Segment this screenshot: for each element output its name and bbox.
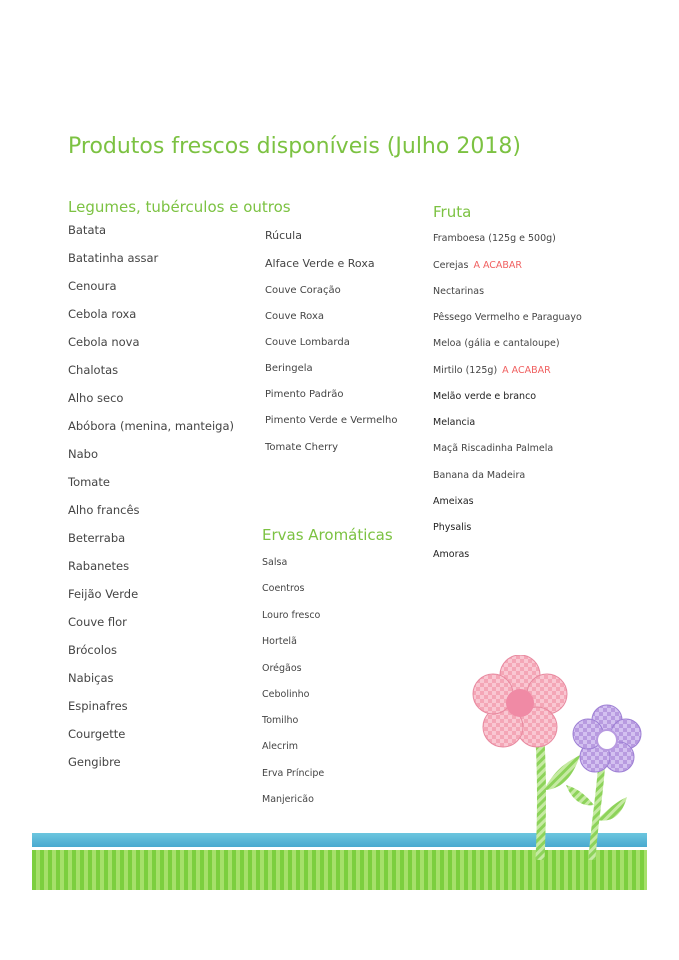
list-item: Chalotas xyxy=(68,363,119,377)
purple-flower-stem xyxy=(592,760,602,860)
list-item: Feijão Verde xyxy=(68,587,139,601)
list-item: Couve Coração xyxy=(265,285,341,296)
list-item: Batata xyxy=(68,223,107,237)
list-item: Couve flor xyxy=(68,615,127,629)
list-item: Melão verde e branco xyxy=(433,391,537,402)
list-item: Abóbora (menina, manteiga) xyxy=(68,419,235,433)
list-item: Gengibre xyxy=(68,755,121,769)
fruit-name: Mirtilo (125g) xyxy=(433,365,498,376)
status-badge: A ACABAR xyxy=(473,260,523,271)
list-item: Alho seco xyxy=(68,391,124,405)
list-item: Cebola roxa xyxy=(68,307,137,321)
list-item: Courgette xyxy=(68,727,126,741)
list-item: Cebola nova xyxy=(68,335,140,349)
list-item: Cenoura xyxy=(68,279,117,293)
leaf-shape xyxy=(566,785,594,805)
list-item: Batatinha assar xyxy=(68,251,159,265)
list-item: Beringela xyxy=(265,363,313,374)
fruit-name: Cerejas xyxy=(433,260,469,271)
list-item: Pêssego Vermelho e Paraguayo xyxy=(433,312,582,323)
list-item xyxy=(433,260,522,271)
list-item: Nectarinas xyxy=(433,286,485,297)
list-item: Nabiças xyxy=(68,671,114,685)
list-item: Framboesa (125g e 500g) xyxy=(433,233,556,244)
list-item: Nabo xyxy=(68,447,98,461)
fruit-heading: Fruta xyxy=(433,203,472,221)
list-item: Salsa xyxy=(262,557,288,568)
list-item: Coentros xyxy=(262,583,305,594)
list-item: Orégãos xyxy=(262,663,302,674)
vegetables-heading: Legumes, tubérculos e outros xyxy=(68,198,291,216)
flowers-illustration xyxy=(462,655,652,860)
list-item: Tomilho xyxy=(262,715,299,726)
page-title: Produtos frescos disponíveis (Julho 2018) xyxy=(68,134,521,159)
leaf-shape xyxy=(544,755,580,790)
list-item: Melancia xyxy=(433,417,476,428)
list-item: Alho francês xyxy=(68,503,140,517)
list-item: Pimento Verde e Vermelho xyxy=(265,415,398,426)
list-item: Tomate xyxy=(68,475,110,489)
list-item: Maçã Riscadinha Palmela xyxy=(433,443,554,454)
list-item: Espinafres xyxy=(68,699,128,713)
list-item: Alface Verde e Roxa xyxy=(265,257,375,270)
list-item: Amoras xyxy=(433,549,470,560)
list-item xyxy=(433,365,551,376)
list-item: Beterraba xyxy=(68,531,126,545)
list-item: Alecrim xyxy=(262,741,299,752)
list-item: Manjericão xyxy=(262,794,314,805)
list-item: Tomate Cherry xyxy=(265,442,339,453)
pink-flower-stem xyxy=(540,740,542,860)
list-item: Ameixas xyxy=(433,496,474,507)
list-item: Louro fresco xyxy=(262,610,321,621)
pink-flower xyxy=(473,655,567,747)
list-item: Brócolos xyxy=(68,643,117,657)
list-item: Pimento Padrão xyxy=(265,389,344,400)
list-item: Banana da Madeira xyxy=(433,470,526,481)
list-item: Couve Lombarda xyxy=(265,337,350,348)
purple-flower xyxy=(573,705,641,772)
list-item: Couve Roxa xyxy=(265,311,325,322)
list-item: Physalis xyxy=(433,522,472,533)
list-item: Meloa (gália e cantaloupe) xyxy=(433,338,560,349)
herbs-heading: Ervas Aromáticas xyxy=(262,526,393,544)
list-item: Hortelã xyxy=(262,636,297,647)
list-item: Cebolinho xyxy=(262,689,310,700)
list-item: Erva Príncipe xyxy=(262,768,325,779)
status-badge: A ACABAR xyxy=(502,365,551,376)
list-item: Rabanetes xyxy=(68,559,130,573)
list-item: Rúcula xyxy=(265,229,302,242)
